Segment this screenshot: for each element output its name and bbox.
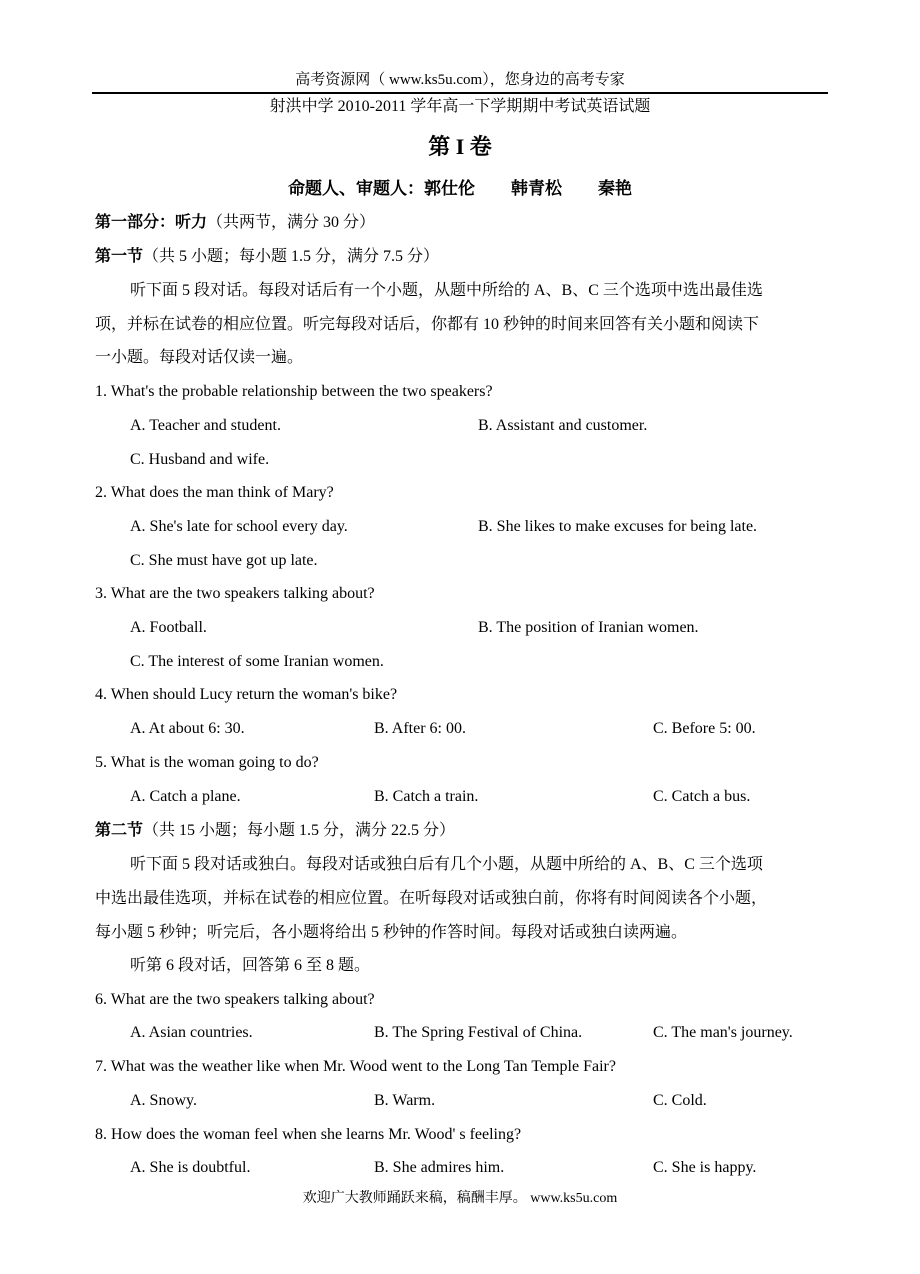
option-b: B. Warm. [374,1092,436,1109]
instruction-line: 每小题 5 秒钟；听完后，各小题将给出 5 秒钟的作答时间。每段对话或独白读两遍。 [95,924,688,941]
instruction-line: 听下面 5 段对话或独白。每段对话或独白后有几个小题，从题中所给的 A、B、C 三个选项 [130,856,763,873]
question-5: 5. What is the woman going to do? [95,754,319,771]
instruction-line: 听下面 5 段对话。每段对话后有一个小题，从题中所给的 A、B、C 三个选项中选出最佳选 [130,282,763,299]
option-c: C. Husband and wife. [130,451,270,468]
site-header: 高考资源网（ www.ks5u.com），您身边的高考专家 [295,72,625,88]
option-b: B. Assistant and customer. [478,417,648,434]
option-a: A. Asian countries. [130,1024,253,1041]
option-a: A. Football. [130,619,207,636]
option-c: C. She is happy. [653,1159,757,1176]
option-c: C. The man's journey. [653,1024,793,1041]
option-b: B. She admires him. [374,1159,505,1176]
option-b: B. The position of Iranian women. [478,619,699,636]
option-c: C. Cold. [653,1092,707,1109]
question-3: 3. What are the two speakers talking about? [95,585,375,602]
option-a: A. At about 6: 30. [130,720,245,737]
option-c: C. The interest of some Iranian women. [130,653,384,670]
option-b: B. Catch a train. [374,788,479,805]
author-name: 秦艳 [598,179,632,198]
instruction-line: 项，并标在试卷的相应位置。听完每段对话后，你都有 10 秒钟的时间来回答有关小题和阅读下 [95,316,760,333]
part1-heading: 第一部分：听力（共两节，满分 30 分） [95,214,376,231]
section1-heading: 第一节（共 5 小题；每小题 1.5 分，满分 7.5 分） [95,248,440,265]
option-a: A. She's late for school every day. [130,518,348,535]
option-b: B. After 6: 00. [374,720,466,737]
instruction-line: 一小题。每段对话仅读一遍。 [95,349,304,366]
option-b: B. The Spring Festival of China. [374,1024,583,1041]
option-c: C. Before 5: 00. [653,720,756,737]
instruction-line: 中选出最佳选项，并标在试卷的相应位置。在听每段对话或独白前，你将有时间阅读各个小题， [95,890,768,907]
section2-heading: 第二节（共 15 小题；每小题 1.5 分，满分 22.5 分） [95,822,456,839]
header-rule [92,92,828,94]
option-a: A. Catch a plane. [130,788,241,805]
page-footer: 欢迎广大教师踊跃来稿，稿酬丰厚。 www.ks5u.com [302,1191,618,1206]
authors [0,179,920,199]
option-c: C. Catch a bus. [653,788,751,805]
question-4: 4. When should Lucy return the woman's bike? [95,686,398,703]
question-7: 7. What was the weather like when Mr. Wood went to the Long Tan Temple Fair? [95,1058,616,1075]
option-b: B. She likes to make excuses for being late. [478,518,758,535]
exam-title: 射洪中学 2010-2011 学年高一下学期期中考试英语试题 [269,98,651,115]
option-a: A. She is doubtful. [130,1159,251,1176]
author-name: 郭仕伦 [424,179,475,198]
question-2: 2. What does the man think of Mary? [95,484,334,501]
option-a: A. Teacher and student. [130,417,281,434]
option-a: A. Snowy. [130,1092,197,1109]
question-1: 1. What's the probable relationship between the two speakers? [95,383,493,400]
author-name: 韩青松 [511,179,562,198]
question-6: 6. What are the two speakers talking about? [95,991,375,1008]
volume-heading: 第 I 卷 [428,134,492,159]
question-8: 8. How does the woman feel when she learns Mr. Wood' s feeling? [95,1126,522,1143]
option-c: C. She must have got up late. [130,552,318,569]
dialogue-note: 听第 6 段对话，回答第 6 至 8 题。 [130,957,371,974]
authors-label: 命题人、审题人： [288,179,424,198]
